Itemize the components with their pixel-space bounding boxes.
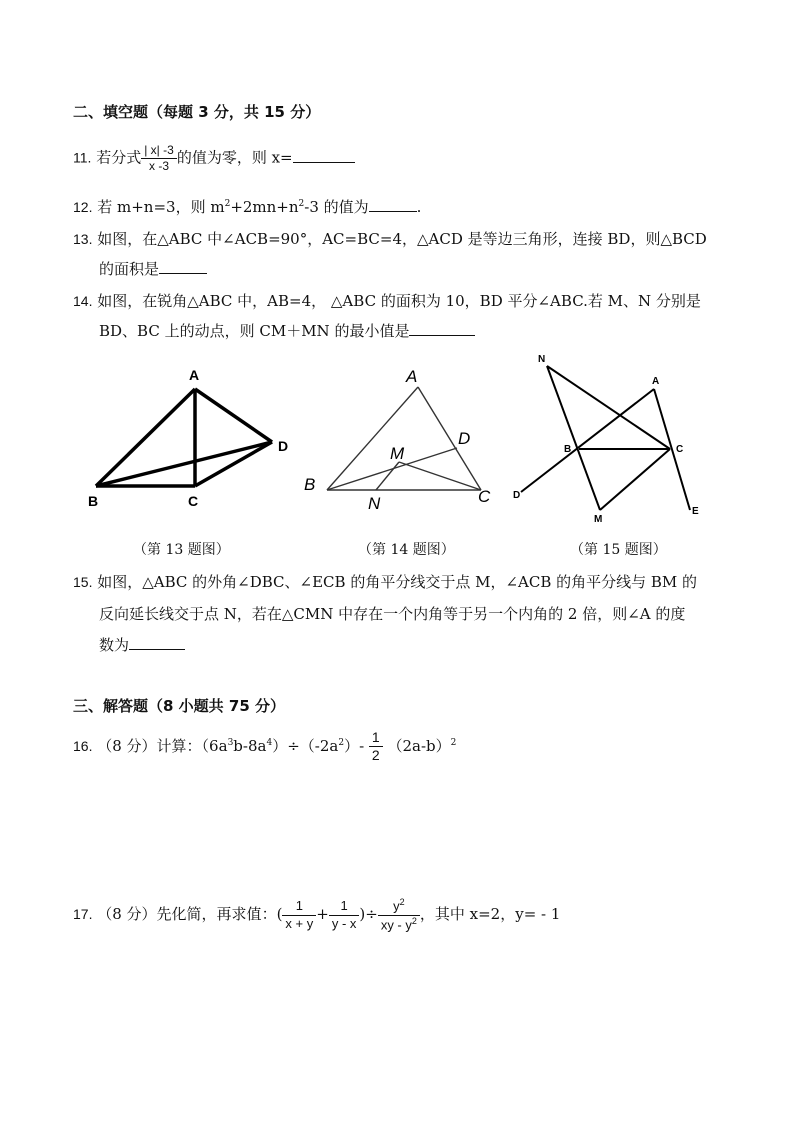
point-label-b: B (304, 475, 316, 494)
segment-cd (195, 442, 272, 486)
point-label-m: M (390, 444, 405, 463)
answer-blank[interactable] (159, 259, 207, 274)
fraction-denominator (378, 916, 420, 933)
fraction (369, 730, 383, 764)
answer-blank[interactable] (129, 635, 185, 650)
point-label-d: D (458, 429, 471, 448)
question-text: ）÷（-2a (272, 736, 339, 755)
question-text: 反向延长线交于点 N，若在△CMN 中存在一个内角等于另一个内角的 2 倍，则∠A 的度 (99, 605, 686, 623)
exponent: 2 (411, 915, 417, 926)
point-label-m: M (594, 514, 603, 525)
question-text: 如图，在△ABC 中∠ACB=90°，AC=BC=4，△ACD 是等边三角形，连接 BD，则△BCD (97, 230, 707, 248)
fraction-numerator: | x| -3 (141, 144, 177, 159)
question-text: +2mn+n (230, 198, 299, 216)
point-label-b: B (564, 444, 572, 455)
segment-mc (399, 462, 481, 490)
point-label-e: E (692, 506, 699, 517)
question-text: ，其中 x=2，y= - 1 (419, 905, 561, 924)
point-label-a: A (406, 367, 418, 386)
question-text: （8 分）计算：（6a (97, 736, 228, 755)
point-label-b: B (88, 493, 99, 509)
question-text: + (316, 905, 329, 924)
denominator-base: xy - y (380, 916, 412, 932)
fraction (282, 899, 316, 931)
fraction-numerator: 1 (282, 899, 316, 915)
question-text: （8 分）先化简，再求值：( (97, 905, 283, 924)
question-12 (73, 196, 421, 217)
figure-13 (80, 362, 300, 512)
point-label-c: C (676, 444, 684, 455)
question-text: b-8a (233, 736, 267, 755)
question-text: 若分式 (96, 148, 142, 167)
exponent: 2 (298, 199, 305, 209)
point-label-a: A (189, 367, 200, 383)
question-number: 14. (73, 293, 93, 309)
section-2-heading: 二、填空题（每题 3 分，共 15 分） (73, 103, 321, 121)
question-text: 如图，在锐角△ABC 中，AB=4， △ABC 的面积为 10，BD 平分∠ABC.若 M、N 分别是 (97, 292, 701, 310)
question-text: 数为 (99, 636, 130, 654)
question-text: （2a-b） (387, 736, 451, 755)
segment-ab (327, 387, 418, 490)
point-label-a: A (652, 376, 660, 387)
figure-14 (298, 362, 508, 517)
exponent: 3 (227, 737, 234, 748)
fraction-numerator: 1 (369, 730, 383, 747)
question-13-line-2 (99, 258, 207, 279)
fraction (329, 899, 360, 931)
fraction (378, 898, 420, 932)
segment-bd (96, 442, 272, 486)
answer-blank[interactable] (369, 197, 417, 212)
question-13-line-1 (73, 228, 707, 249)
question-15-line-3 (99, 634, 185, 655)
question-text: . (416, 198, 422, 216)
question-text: ）- (344, 736, 365, 755)
figure-14-caption: （第 14 题图） (358, 542, 455, 558)
point-label-n: N (368, 494, 381, 513)
question-number: 15. (73, 574, 93, 590)
exponent: 2 (224, 199, 231, 209)
question-text: BD、BC 上的动点，则 CM＋MN 的最小值是 (99, 322, 410, 340)
question-15-line-1 (73, 571, 697, 592)
question-number: 12. (73, 199, 93, 215)
question-15-line-2 (99, 603, 685, 624)
question-11 (73, 144, 355, 173)
section-3-heading: 三、解答题（8 小题共 75 分） (73, 697, 285, 715)
exponent: 2 (399, 897, 405, 907)
fraction (141, 144, 177, 173)
question-17 (73, 898, 560, 932)
point-label-n: N (538, 354, 546, 365)
question-number: 13. (73, 231, 93, 247)
point-label-d: D (278, 438, 289, 454)
question-14-line-1 (73, 290, 701, 311)
answer-blank[interactable] (293, 148, 355, 163)
point-label-c: C (478, 487, 491, 506)
numerator-base: y (393, 898, 400, 914)
question-number: 17. (73, 906, 93, 923)
exponent: 4 (266, 737, 273, 748)
question-text: 若 m+n=3，则 m (97, 198, 225, 216)
fraction-denominator: x + y (285, 915, 314, 931)
question-number: 16. (73, 737, 93, 754)
exponent: 2 (338, 737, 345, 748)
point-label-c: C (188, 493, 199, 509)
fraction-numerator (378, 898, 420, 916)
segment-ad (195, 389, 272, 442)
segment-ab (96, 389, 195, 486)
fraction-denominator: 2 (371, 747, 380, 764)
question-number: 11. (73, 149, 92, 166)
question-text: -3 的值为 (304, 198, 369, 216)
question-text: 的值为零，则 x= (176, 148, 293, 167)
question-14-line-2 (99, 320, 475, 341)
answer-blank[interactable] (409, 321, 475, 336)
segment-mc (600, 449, 670, 510)
figure-15-caption: （第 15 题图） (570, 542, 667, 558)
segment-mn (376, 462, 399, 490)
figure-13-caption: （第 13 题图） (133, 542, 230, 558)
fraction-numerator: 1 (329, 899, 360, 915)
fraction-denominator: y - x (331, 915, 357, 931)
figure-15 (508, 348, 708, 528)
question-text: 的面积是 (99, 260, 160, 278)
exponent: 2 (450, 737, 457, 748)
question-text: 如图，△ABC 的外角∠DBC、∠ECB 的角平分线交于点 M，∠ACB 的角平分线与 BM 的 (97, 573, 698, 591)
question-text: )÷ (359, 905, 378, 924)
fraction-denominator: x -3 (149, 159, 170, 174)
point-label-d: D (513, 490, 521, 501)
question-16 (73, 730, 456, 764)
segment-ac (418, 387, 481, 490)
